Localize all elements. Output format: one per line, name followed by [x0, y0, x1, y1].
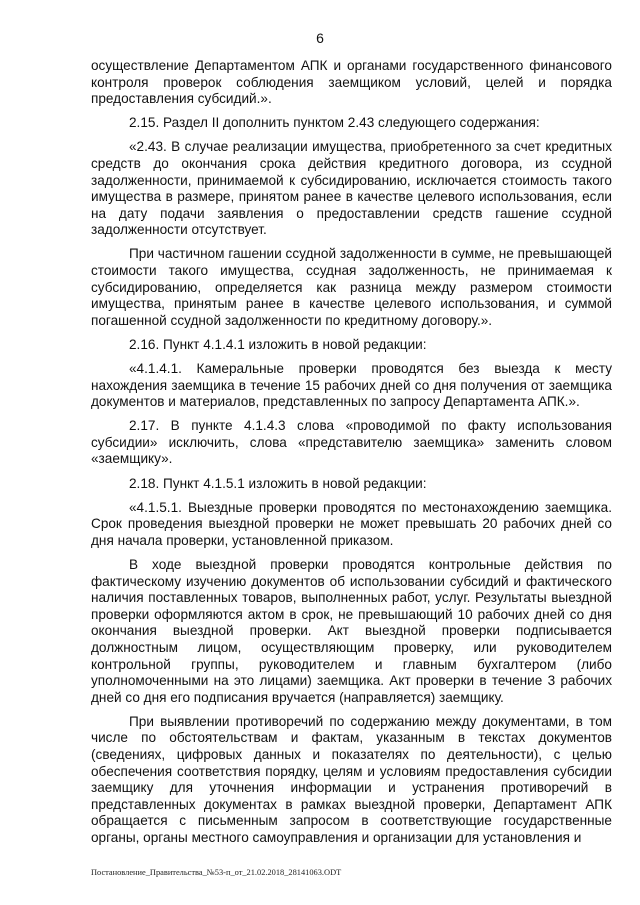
paragraph-2-18: 2.18. Пункт 4.1.5.1 изложить в новой редакции: — [129, 475, 427, 491]
paragraph-4-1-4-1: «4.1.4.1. Камеральные проверки проводятся без выезда к месту нахождения заемщика в течение 15 рабочих дней со дня получения от заемщика документов и материалов, представленных по запросу Департамента АПК.». — [91, 361, 612, 410]
paragraph-partial-repayment: При частичном гашении ссудной задолженности в сумме, не превышающей стоимости такого имущества, ссудная задолженность, не принимаемая к субсидированию, определяется как разница между размером стоимости имущества, принятым ранее в качестве целевого использования, и суммой погашенной ссудной задолженности по кредитному договору.». — [91, 246, 612, 328]
paragraph-contradictions: При выявлении противоречий по содержанию между документами, в том числе по обстоятельствам и фактам, указанным в текстах документов (сведениях, цифровых данных и показателях по деятельности), с целью обеспечения соответствия порядку, целям и условиям предоставления субсидии заемщику для уточнения информации и устранения противоречий в представленных документах в рамках выездной проверки, Департамент АПК обращается с письменным запросом в соответствующие государственные органы, органы местного самоуправления и организации для установления и — [91, 713, 612, 845]
paragraph-field-inspection: В ходе выездной проверки проводятся контрольные действия по фактическому изучению документов об использовании субсидий и фактического наличия поставленных товаров, выполненных работ, услуг. Результаты выездной проверки оформляются актом в срок, не превышающий 10 рабочих дней со дня окончания выездной проверки. Акт выездной проверки подписывается должностным лицом, осуществляющим проверку, или руководителем контрольной группы, руководителем и главным бухгалтером (либо уполномоченными на это лицами) заемщика. Акт проверки в течение 3 рабочих дней со дня его подписания вручается (направляется) заемщику. — [91, 556, 612, 705]
paragraph-4-1-5-1: «4.1.5.1. Выездные проверки проводятся по местонахождению заемщика. Срок проведения выездной проверки не может превышать 20 рабочих дней со дня начала проверки, установленной приказом. — [91, 499, 612, 548]
document-footer: Постановление_Правительства_№53-п_от_21.02.2018_28141063.ODT — [91, 868, 342, 877]
paragraph-2-16: 2.16. Пункт 4.1.4.1 изложить в новой редакции: — [129, 336, 427, 352]
paragraph-continuation: осуществление Департаментом АПК и органами государственного финансового контроля проверок соблюдения заемщиком условий, целей и порядка предоставления субсидий.». — [91, 58, 612, 107]
paragraph-2-17: 2.17. В пункте 4.1.4.3 слова «проводимой по факту использования субсидии» исключить, слова «представителю заемщика» заменить словом «заемщику». — [91, 418, 612, 467]
paragraph-2-43: «2.43. В случае реализации имущества, приобретенного за счет кредитных средств до окончания срока действия кредитного договора, из ссудной задолженности, принимаемой к субсидированию, исключается стоимость такого имущества в размере, принятом ранее в качестве целевого использования, если на дату подачи заявления о предоставлении средств гашение ссудной задолженности отсутствует. — [91, 139, 612, 238]
paragraph-2-15: 2.15. Раздел II дополнить пунктом 2.43 следующего содержания: — [129, 115, 540, 131]
document-body — [91, 58, 612, 854]
page-number: 6 — [316, 30, 324, 46]
